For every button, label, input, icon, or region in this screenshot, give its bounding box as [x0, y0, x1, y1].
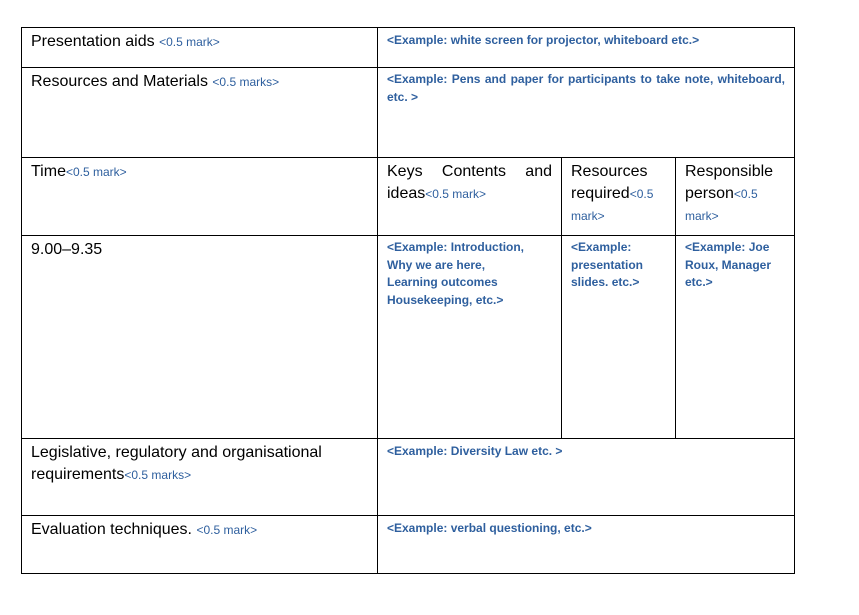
resources-materials-row: [22, 68, 795, 158]
legislative-mark: <0.5 marks>: [124, 468, 192, 482]
time-header-mark: <0.5 mark>: [65, 165, 127, 179]
session-time-cell[interactable]: [22, 236, 378, 439]
resources-header-text: [571, 161, 666, 227]
person-header-mark: <0.5 mark>: [685, 187, 758, 223]
evaluation-label-cell: [22, 516, 378, 574]
resources-materials-label-cell: [22, 68, 378, 158]
legislative-label: Legislative, regulatory and organisational requirements: [31, 444, 322, 483]
legislative-label-cell: [22, 439, 378, 516]
presentation-aids-row: [22, 28, 795, 68]
session-contents-example: [387, 239, 552, 309]
time-header-cell: [22, 158, 378, 236]
resources-header-label: Resources required: [571, 163, 648, 202]
person-header-cell: [676, 158, 795, 236]
session-person-line: Roux, Manager: [685, 257, 772, 272]
session-contents-line: Learning outcomes: [387, 275, 498, 289]
session-time: 9.00–9.35: [31, 241, 103, 258]
legislative-answer-cell[interactable]: [378, 439, 795, 516]
time-header-label: Time: [31, 163, 66, 180]
session-contents-line: Housekeeping, etc.>: [387, 292, 504, 307]
session-contents-cell[interactable]: [378, 236, 562, 439]
session-resources-cell[interactable]: [562, 236, 676, 439]
session-plan-table: [21, 27, 795, 574]
session-resources-line: slides. etc.>: [571, 275, 640, 289]
resources-header-mark: <0.5 mark>: [571, 187, 654, 223]
evaluation-mark: <0.5 mark>: [196, 523, 258, 537]
resources-materials-mark: <0.5 marks>: [212, 75, 280, 89]
session-resources-line: presentation: [571, 257, 644, 272]
session-resources-line: <Example:: [571, 240, 632, 254]
evaluation-row: [22, 516, 795, 574]
session-person-cell[interactable]: [676, 236, 795, 439]
presentation-aids-example: <Example: white screen for projector, whiteboard etc.>: [387, 33, 700, 47]
resources-header-cell: [562, 158, 676, 236]
contents-header-text: [387, 161, 552, 205]
resources-materials-answer-cell[interactable]: [378, 68, 795, 158]
schedule-header-row: [22, 158, 795, 236]
person-header-text: [685, 161, 785, 227]
session-person-line: <Example: Joe: [685, 240, 770, 254]
session-person-line: etc.>: [685, 275, 713, 289]
contents-header-label: Keys Contents and ideas: [387, 163, 552, 202]
resources-materials-label: Resources and Materials: [31, 73, 208, 90]
contents-header-mark: <0.5 mark>: [425, 187, 486, 201]
session-contents-line: Why we are here,: [387, 257, 486, 272]
session-person-example: [685, 239, 785, 292]
presentation-aids-label-cell: [22, 28, 378, 68]
evaluation-example: <Example: verbal questioning, etc.>: [387, 521, 592, 535]
presentation-aids-mark: <0.5 mark>: [159, 35, 220, 49]
session-row: [22, 236, 795, 439]
evaluation-answer-cell[interactable]: [378, 516, 795, 574]
evaluation-label: Evaluation techniques.: [31, 521, 192, 538]
resources-materials-example: <Example: Pens and paper for participants to take note, whiteboard, etc. >: [387, 72, 786, 104]
contents-header-cell: [378, 158, 562, 236]
presentation-aids-label: Presentation aids: [31, 33, 155, 50]
legislative-row: [22, 439, 795, 516]
presentation-aids-answer-cell[interactable]: [378, 28, 795, 68]
legislative-example: <Example: Diversity Law etc. >: [387, 444, 563, 458]
session-resources-example: [571, 239, 666, 292]
person-header-label: Responsible person: [685, 163, 774, 202]
session-contents-line: <Example: Introduction,: [387, 240, 525, 254]
